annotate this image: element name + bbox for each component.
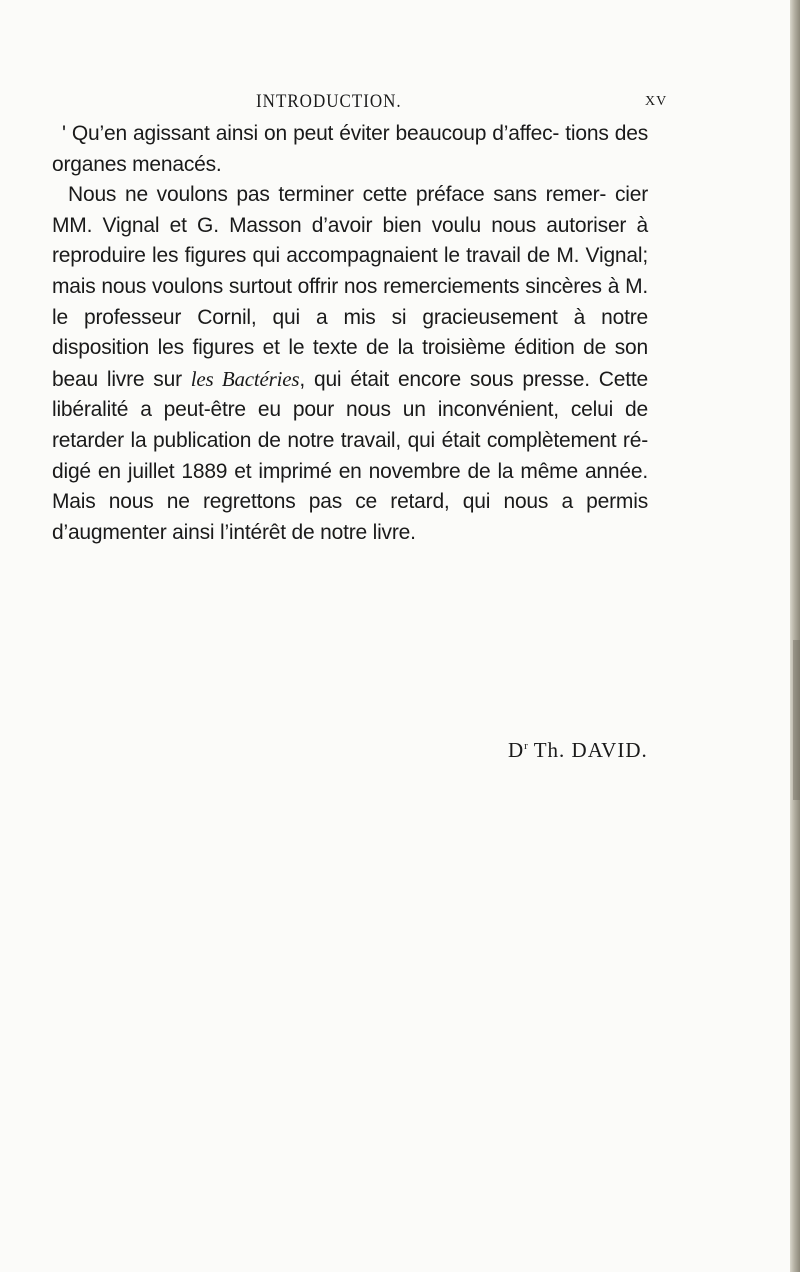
paragraph-2-text-a: Nous ne voulons pas terminer cette préface sans remer- cier MM. Vignal et G. Masson d’avoir bien voulu nous autoriser à reproduire les figures qui accompagnaient le travail de M. Vignal; mais nous voulons surtout offrir nos remerciements sincères à M. le professeur Cornil, qui a mis si gracieusement à notre disposition les figures et le texte de la troisième édition de son beau livre sur	[52, 183, 648, 391]
signature-title: D	[508, 738, 525, 762]
page-edge-shadow	[790, 0, 800, 1272]
book-title-italic: les Bactéries	[190, 366, 300, 391]
paragraph-1: ' Qu’en agissant ainsi on peut éviter beaucoup d’affec- tions des organes menacés.	[52, 122, 648, 176]
running-head	[0, 90, 790, 114]
signature-name: Th. DAVID.	[533, 738, 648, 762]
page-number: XV	[645, 94, 668, 109]
body-text	[52, 119, 648, 548]
signature-title-superscript: r	[524, 740, 528, 752]
running-title: INTRODUCTION.	[256, 90, 402, 112]
signature	[508, 738, 648, 763]
paragraph-2-text-b: , qui était encore sous presse. Cette libéralité a peut-être eu pour nous un inconvénient, celui de retarder la publication de notre travail, qui était complètement ré- digé en juillet 1889 et imprimé en novembre de la même année. Mais nous ne regrettons pas ce retard, qui nous a permis d’augmenter ainsi l’intérêt de notre livre.	[52, 367, 648, 544]
paragraph-2	[52, 180, 648, 548]
